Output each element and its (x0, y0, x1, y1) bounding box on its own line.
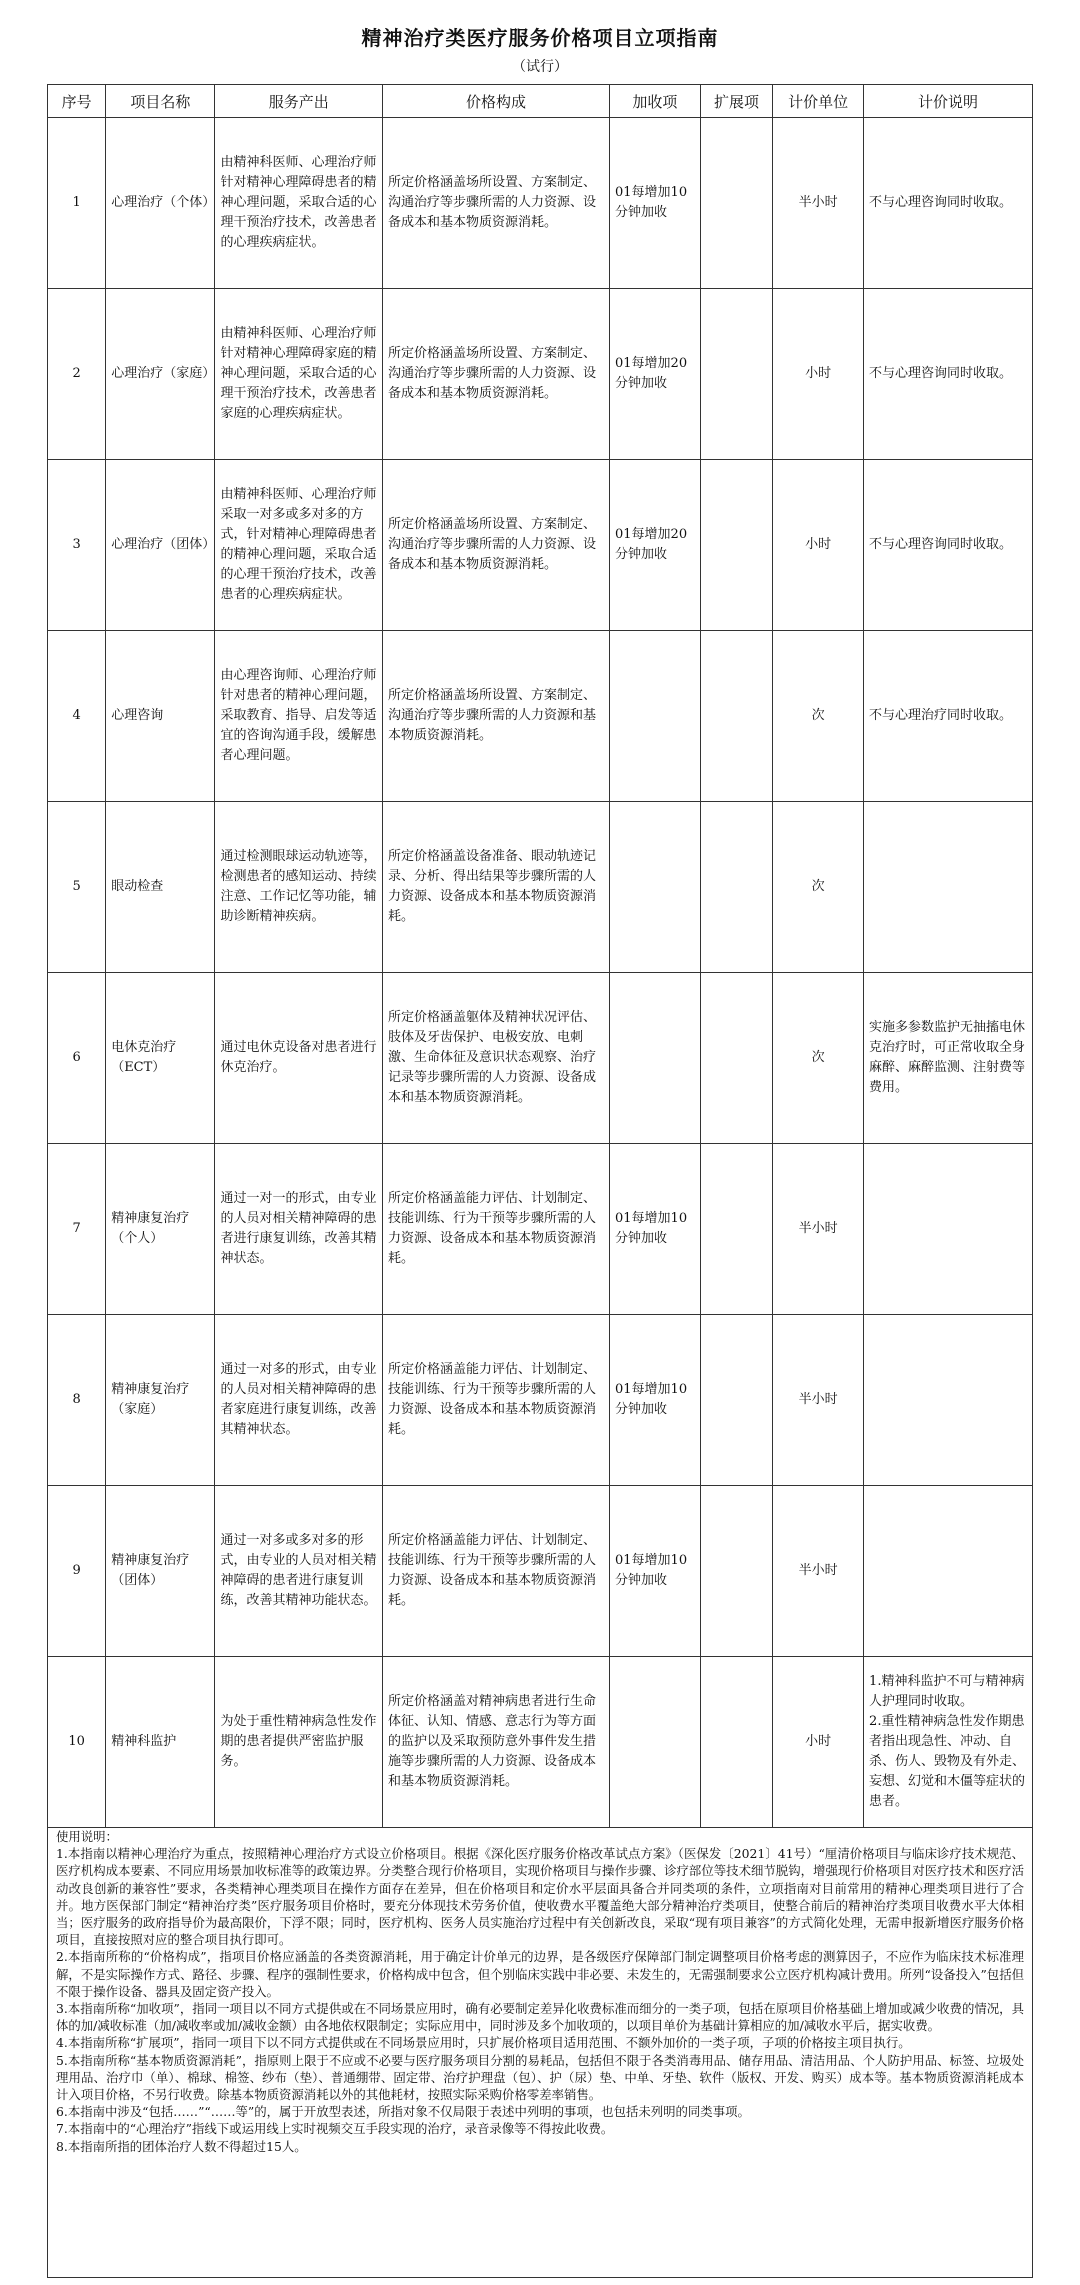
note-paragraph: 6.本指南中涉及“包括……”“……等”的，属于开放型表述，所指对象不仅局限于表述中列明的事项，也包括未列明的同类事项。 (56, 2104, 750, 2120)
cell-index: 1 (48, 118, 106, 289)
cell-extension (700, 1657, 772, 1828)
cell-price-composition: 所定价格涵盖躯体及精神状况评估、肢体及牙齿保护、电极安放、电刺激、生命体征及意识状态观察、治疗记录等步骤所需的人力资源、设备成本和基本物质资源消耗。 (382, 973, 609, 1144)
cell-service-output: 通过一对一的形式，由专业的人员对相关精神障碍的患者进行康复训练，改善其精神状态。 (215, 1144, 382, 1315)
cell-unit: 半小时 (773, 1315, 864, 1486)
table-body (48, 118, 1033, 1828)
cell-service-output: 为处于重性精神病急性发作期的患者提供严密监护服务。 (215, 1657, 382, 1828)
table-row (48, 289, 1033, 460)
cell-price-composition: 所定价格涵盖设备准备、眼动轨迹记录、分析、得出结果等步骤所需的人力资源、设备成本和基本物质资源消耗。 (382, 802, 609, 973)
cell-price-composition: 所定价格涵盖对精神病患者进行生命体征、认知、情感、意志行为等方面的监护以及采取预防意外事件发生措施等步骤所需的人力资源、设备成本和基本物质资源消耗。 (382, 1657, 609, 1828)
cell-surcharge: 01每增加10分钟加收 (610, 1486, 701, 1657)
cell-unit: 半小时 (773, 1144, 864, 1315)
cell-service-output: 通过电休克设备对患者进行休克治疗。 (215, 973, 382, 1144)
table-row (48, 631, 1033, 802)
notes-heading: 使用说明： (56, 1829, 118, 1844)
cell-surcharge: 01每增加10分钟加收 (610, 118, 701, 289)
cell-pricing-note (864, 1486, 1033, 1657)
cell-service-output: 通过一对多的形式，由专业的人员对相关精神障碍的患者家庭进行康复训练，改善其精神状态。 (215, 1315, 382, 1486)
cell-surcharge: 01每增加20分钟加收 (610, 289, 701, 460)
header-note: 计价说明 (864, 85, 1033, 118)
cell-surcharge: 01每增加10分钟加收 (610, 1315, 701, 1486)
cell-index: 3 (48, 460, 106, 631)
cell-item-name: 精神科监护 (106, 1657, 215, 1828)
cell-pricing-note (864, 1144, 1033, 1315)
cell-item-name: 电休克治疗（ECT） (106, 973, 215, 1144)
cell-price-composition: 所定价格涵盖场所设置、方案制定、沟通治疗等步骤所需的人力资源和基本物质资源消耗。 (382, 631, 609, 802)
table-row (48, 118, 1033, 289)
cell-index: 5 (48, 802, 106, 973)
cell-service-output: 通过检测眼球运动轨迹等，检测患者的感知运动、持续注意、工作记忆等功能，辅助诊断精神疾病。 (215, 802, 382, 973)
header-add: 加收项 (610, 85, 701, 118)
price-guide-table (47, 84, 1033, 1828)
header-index: 序号 (48, 85, 106, 118)
cell-extension (700, 802, 772, 973)
usage-notes (47, 1824, 1033, 2278)
cell-surcharge: 01每增加20分钟加收 (610, 460, 701, 631)
table-row (48, 802, 1033, 973)
cell-unit: 次 (773, 802, 864, 973)
cell-price-composition: 所定价格涵盖场所设置、方案制定、沟通治疗等步骤所需的人力资源、设备成本和基本物质资源消耗。 (382, 460, 609, 631)
cell-item-name: 眼动检查 (106, 802, 215, 973)
cell-item-name: 心理咨询 (106, 631, 215, 802)
table-row (48, 1486, 1033, 1657)
cell-service-output: 由精神科医师、心理治疗师采取一对多或多对多的方式，针对精神心理障碍患者的精神心理问题，采取合适的心理干预治疗技术，改善患者的心理疾病症状。 (215, 460, 382, 631)
cell-item-name: 心理治疗（个体） (106, 118, 215, 289)
cell-extension (700, 289, 772, 460)
cell-pricing-note: 1.精神科监护不可与精神病人护理同时收取。 2.重性精神病急性发作期患者指出现急性、冲动、自杀、伤人、毁物及有外走、妄想、幻觉和木僵等症状的患者。 (864, 1657, 1033, 1828)
cell-price-composition: 所定价格涵盖能力评估、计划制定、技能训练、行为干预等步骤所需的人力资源、设备成本和基本物质资源消耗。 (382, 1315, 609, 1486)
note-paragraph: 2.本指南所称的“价格构成”，指项目价格应涵盖的各类资源消耗，用于确定计价单元的边界，是各级医疗保障部门制定调整项目价格考虑的测算因子，不应作为临床技术标准理解，不是实际操作方式、路径、步骤、程序的强制性要求，价格构成中包含，但个别临床实践中非必要、未发生的，无需强制要求公立医疗机构减计费用。所列“设备投入”包括但不限于操作设备、器具及固定资产投入。 (56, 1949, 1024, 1999)
cell-pricing-note: 不与心理咨询同时收取。 (864, 460, 1033, 631)
cell-price-composition: 所定价格涵盖场所设置、方案制定、沟通治疗等步骤所需的人力资源、设备成本和基本物质资源消耗。 (382, 289, 609, 460)
cell-pricing-note: 不与心理治疗同时收取。 (864, 631, 1033, 802)
cell-service-output: 由精神科医师、心理治疗师针对精神心理障碍患者的精神心理问题，采取合适的心理干预治疗技术，改善患者的心理疾病症状。 (215, 118, 382, 289)
cell-surcharge: 01每增加10分钟加收 (610, 1144, 701, 1315)
cell-index: 10 (48, 1657, 106, 1828)
header-cost: 价格构成 (382, 85, 609, 118)
table-row (48, 1144, 1033, 1315)
cell-unit: 半小时 (773, 1486, 864, 1657)
table-header-row (48, 85, 1033, 118)
cell-extension (700, 1486, 772, 1657)
cell-surcharge (610, 802, 701, 973)
note-paragraph: 4.本指南所称“扩展项”，指同一项目下以不同方式提供或在不同场景应用时，只扩展价格项目适用范围、不额外加价的一类子项，子项的价格按主项目执行。 (56, 2035, 911, 2051)
cell-service-output: 通过一对多或多对多的形式，由专业的人员对相关精神障碍的患者进行康复训练，改善其精神功能状态。 (215, 1486, 382, 1657)
cell-extension (700, 973, 772, 1144)
cell-extension (700, 460, 772, 631)
cell-unit: 小时 (773, 1657, 864, 1828)
table-row (48, 460, 1033, 631)
cell-pricing-note: 不与心理咨询同时收取。 (864, 118, 1033, 289)
cell-item-name: 心理治疗（家庭） (106, 289, 215, 460)
header-name: 项目名称 (106, 85, 215, 118)
cell-unit: 次 (773, 631, 864, 802)
cell-extension (700, 631, 772, 802)
note-paragraph: 1.本指南以精神心理治疗为重点，按照精神心理治疗方式设立价格项目。根据《深化医疗服务价格改革试点方案》（医保发〔2021〕41号）“厘清价格项目与临床诊疗技术规范、医疗机构成本要素、不同应用场景加收标准等的政策边界。分类整合现行价格项目，实现价格项目与操作步骤、诊疗部位等技术细节脱钩，增强现行价格项目对医疗技术和医疗活动改良创新的兼容性”要求，各类精神心理类项目在操作方面存在差异，但在价格项目和定价水平层面具备合并同类项的条件，立项指南对目前常用的精神心理类项目进行了合并。地方医保部门制定“精神治疗类”医疗服务项目价格时，要充分体现技术劳务价值，使收费水平覆盖绝大部分精神治疗类项目，使整合前后的精神治疗类项目收费水平大体相当；医疗服务的政府指导价为最高限价，下浮不限；同时，医疗机构、医务人员实施治疗过程中有关创新改良，采取“现有项目兼容”的方式简化处理，无需申报新增医疗服务价格项目，直接按照对应的整合项目执行即可。 (56, 1846, 1024, 1948)
cell-price-composition: 所定价格涵盖能力评估、计划制定、技能训练、行为干预等步骤所需的人力资源、设备成本和基本物质资源消耗。 (382, 1144, 609, 1315)
cell-unit: 小时 (773, 289, 864, 460)
header-unit: 计价单位 (773, 85, 864, 118)
cell-index: 7 (48, 1144, 106, 1315)
note-paragraph: 8.本指南所指的团体治疗人数不得超过15人。 (56, 2138, 307, 2154)
cell-surcharge (610, 973, 701, 1144)
cell-price-composition: 所定价格涵盖场所设置、方案制定、沟通治疗等步骤所需的人力资源、设备成本和基本物质资源消耗。 (382, 118, 609, 289)
cell-index: 6 (48, 973, 106, 1144)
note-paragraph: 3.本指南所称“加收项”，指同一项目以不同方式提供或在不同场景应用时，确有必要制定差异化收费标准而细分的一类子项，包括在原项目价格基础上增加或减少收费的情况，具体的加/减收标准（加/减收率或加/减收金额）由各地依权限制定；实际应用中，同时涉及多个加收项的，以项目单价为基础计算相应的加/减收水平后，据实收费。 (56, 2001, 1024, 2034)
document-title: 精神治疗类医疗服务价格项目立项指南 (361, 26, 719, 50)
table-row (48, 973, 1033, 1144)
cell-pricing-note (864, 802, 1033, 973)
cell-item-name: 心理治疗（团体） (106, 460, 215, 631)
cell-surcharge (610, 1657, 701, 1828)
cell-index: 8 (48, 1315, 106, 1486)
table-row (48, 1657, 1033, 1828)
cell-surcharge (610, 631, 701, 802)
cell-item-name: 精神康复治疗（团体） (106, 1486, 215, 1657)
table-row (48, 1315, 1033, 1486)
cell-pricing-note (864, 1315, 1033, 1486)
note-paragraph: 7.本指南中的“心理治疗”指线下或运用线上实时视频交互手段实现的治疗，录音录像等不得按此收费。 (56, 2121, 614, 2137)
cell-unit: 小时 (773, 460, 864, 631)
cell-item-name: 精神康复治疗（个人） (106, 1144, 215, 1315)
cell-index: 2 (48, 289, 106, 460)
cell-pricing-note: 实施多参数监护无抽搐电休克治疗时，可正常收取全身麻醉、麻醉监测、注射费等费用。 (864, 973, 1033, 1144)
cell-pricing-note: 不与心理咨询同时收取。 (864, 289, 1033, 460)
note-paragraph: 5.本指南所称“基本物质资源消耗”，指原则上限于不应或不必要与医疗服务项目分割的易耗品，包括但不限于各类消毒用品、储存用品、清洁用品、个人防护用品、标签、垃圾处理用品、治疗巾（单）、棉球、棉签、纱布（垫）、普通绷带、固定带、治疗护理盘（包）、护（尿）垫、中单、牙垫、软件（版权、开发、购买）成本等。基本物质资源消耗成本计入项目价格，不另行收费。除基本物质资源消耗以外的其他耗材，按照实际采购价格零差率销售。 (56, 2052, 1024, 2103)
cell-extension (700, 1144, 772, 1315)
cell-price-composition: 所定价格涵盖能力评估、计划制定、技能训练、行为干预等步骤所需的人力资源、设备成本和基本物质资源消耗。 (382, 1486, 609, 1657)
cell-index: 9 (48, 1486, 106, 1657)
cell-unit: 半小时 (773, 118, 864, 289)
cell-item-name: 精神康复治疗（家庭） (106, 1315, 215, 1486)
cell-index: 4 (48, 631, 106, 802)
header-ext: 扩展项 (700, 85, 772, 118)
cell-unit: 次 (773, 973, 864, 1144)
cell-service-output: 由精神科医师、心理治疗师针对精神心理障碍家庭的精神心理问题，采取合适的心理干预治疗技术，改善患者家庭的心理疾病症状。 (215, 289, 382, 460)
cell-extension (700, 118, 772, 289)
document-subtitle: （试行） (512, 59, 568, 75)
header-output: 服务产出 (215, 85, 382, 118)
cell-extension (700, 1315, 772, 1486)
cell-service-output: 由心理咨询师、心理治疗师针对患者的精神心理问题，采取教育、指导、启发等适宜的咨询沟通手段，缓解患者心理问题。 (215, 631, 382, 802)
